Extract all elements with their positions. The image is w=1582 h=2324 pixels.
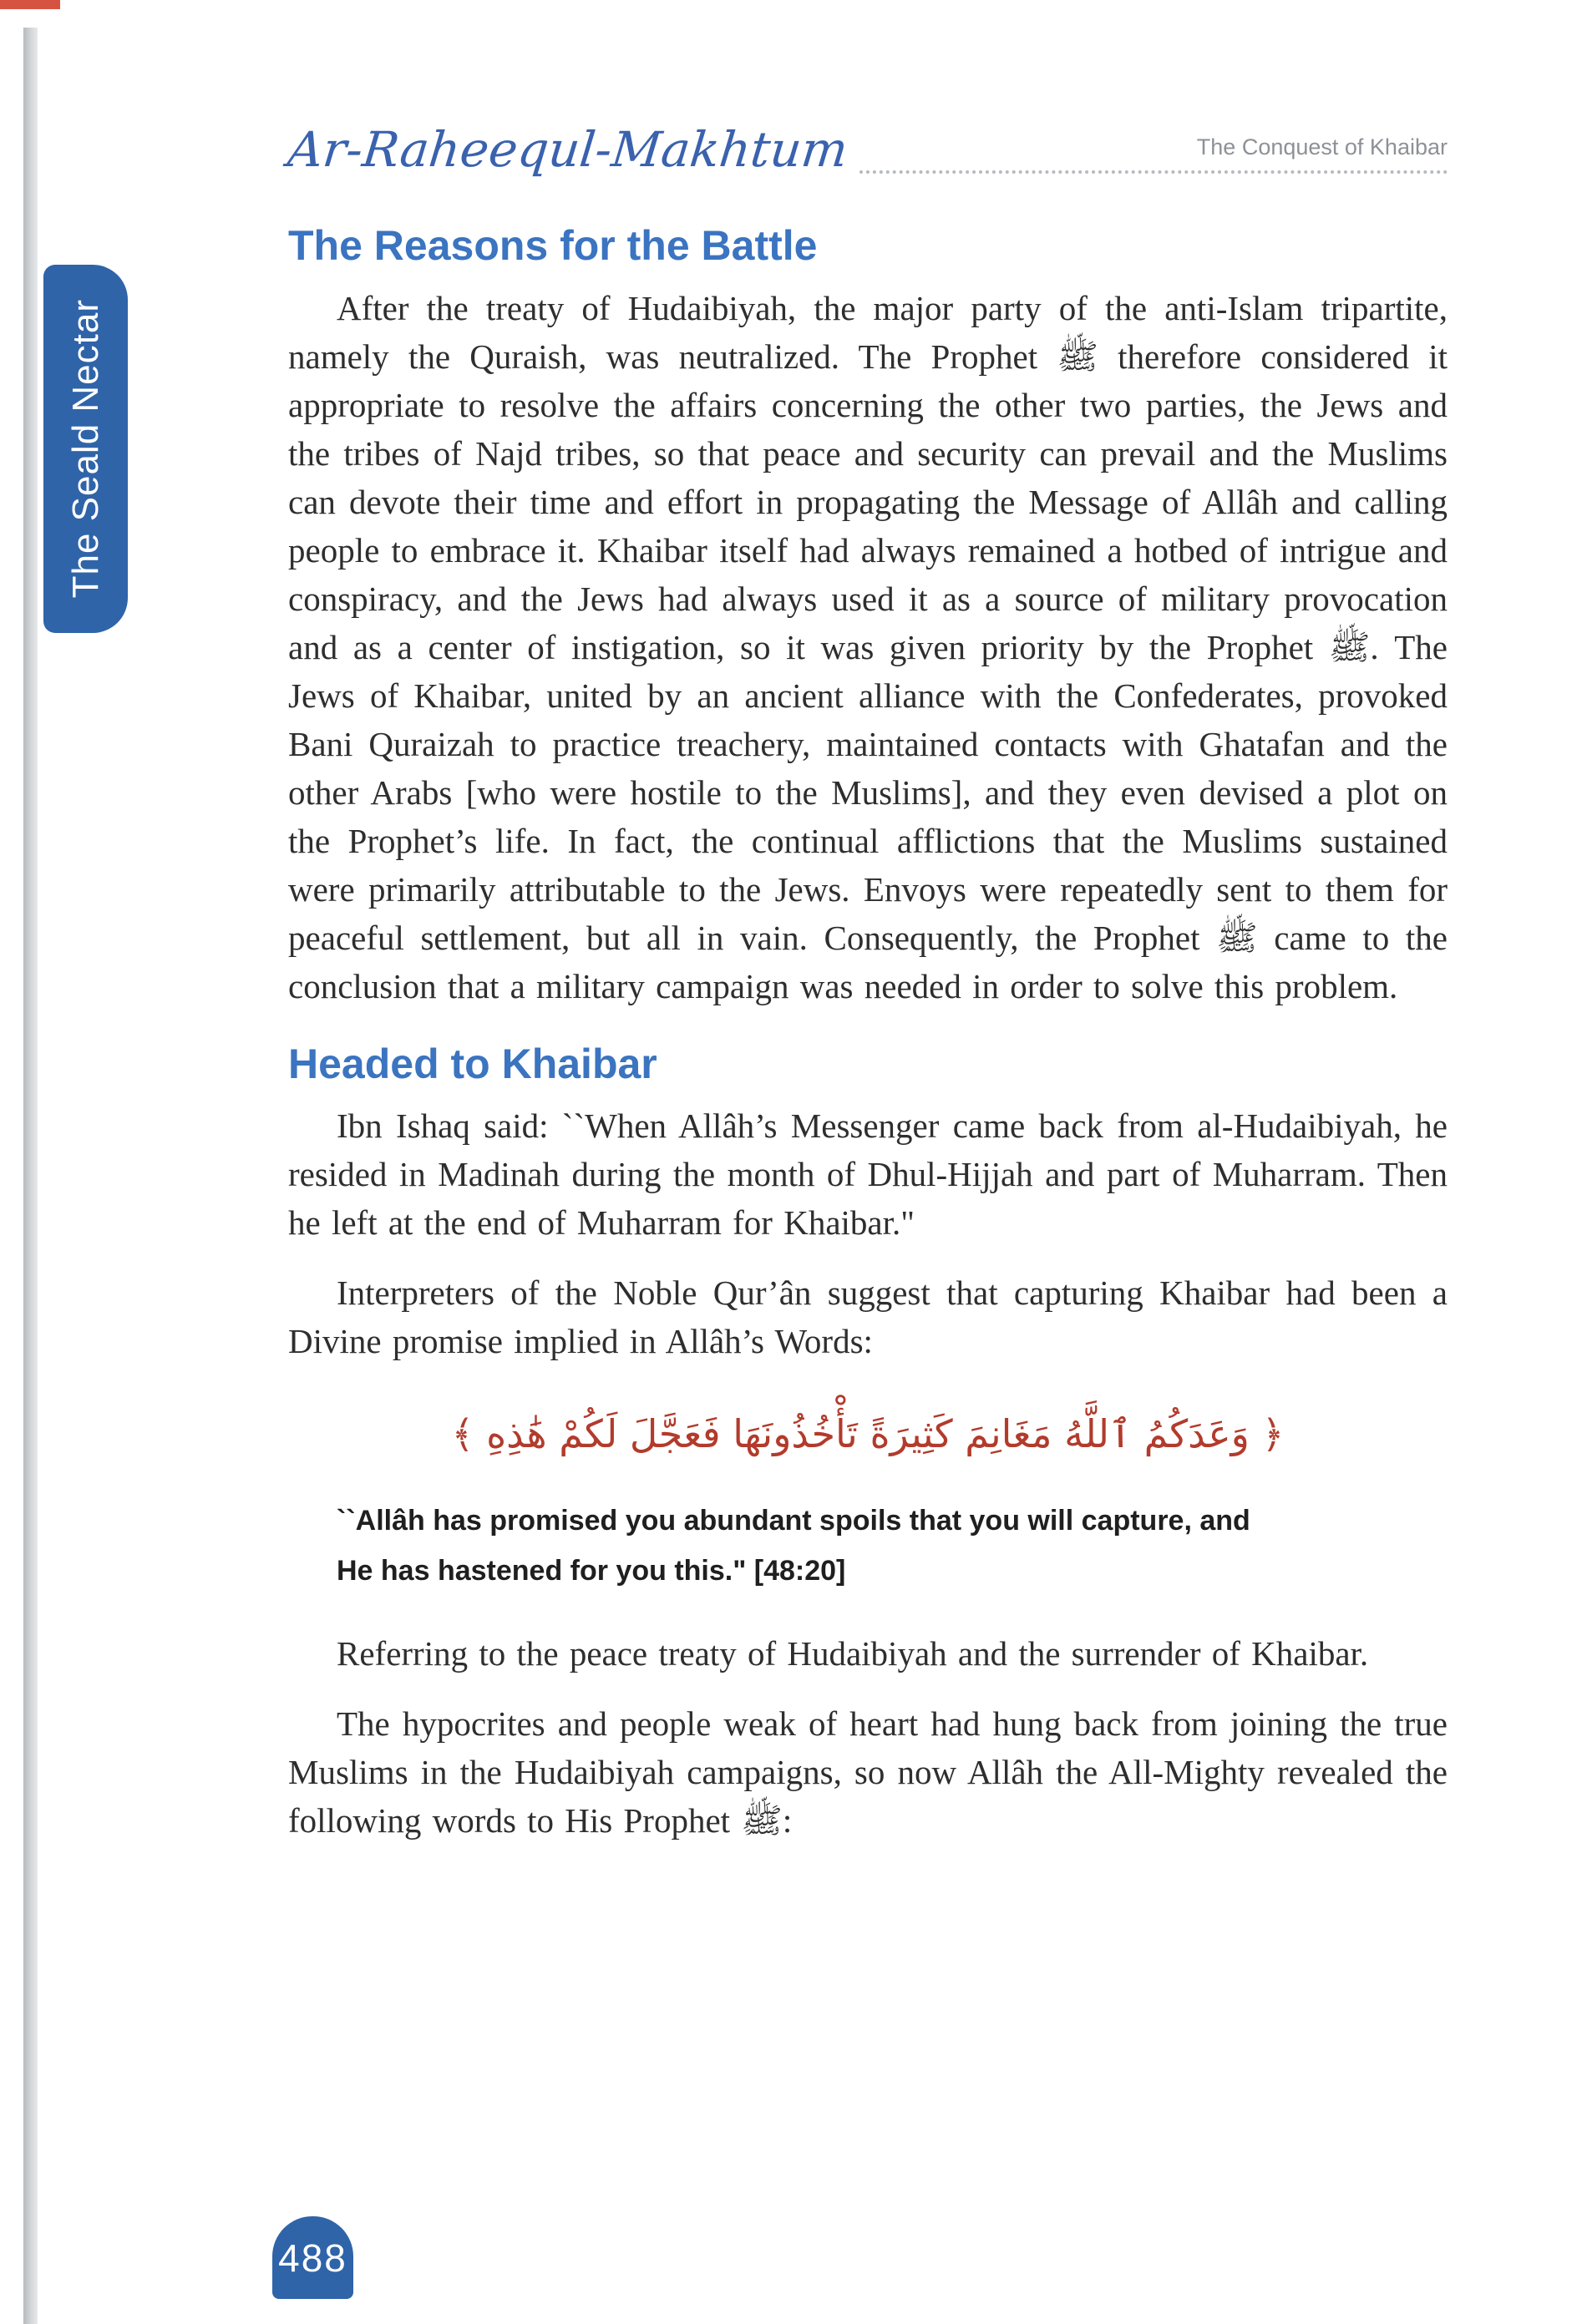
sidebar-tab-label: The Seald Nectar bbox=[64, 299, 106, 599]
verse-translation: ``Allâh has promised you abundant spoils that you will capture, and He has hastened for you this." [48:20] bbox=[337, 1504, 1250, 1587]
page-gutter-shadow bbox=[23, 28, 38, 2324]
header-dotted-rule bbox=[859, 136, 1448, 174]
section-heading-reasons: The Reasons for the Battle bbox=[288, 222, 818, 269]
quran-verse-arabic: ﴿ وَعَدَكُمُ ٱللَّهُ مَغَانِمَ كَثِيرَةً تَأْخُذُونَهَا فَعَجَّلَ لَكُمْ هَٰذِهِ ﴾ bbox=[451, 1411, 1285, 1456]
page-number: 488 bbox=[278, 2235, 347, 2280]
reasons-paragraph: After the treaty of Hudaibiyah, the major party of the anti-Islam tripartite, namely the Quraish, was neutralized. The Prophet ﷺ therefore considered it appropriate to resolve the affairs concerning the other two parties, the Jews and the tribes of Najd tribes, so that peace and security can prevail and the Muslims can devote their time and effort in propagating the Message of Allâh and calling people to embrace it. Khaibar itself had always remained a hotbed of intrigue and conspiracy, and the Jews had always used it as a source of military provocation and as a center of instigation, so it was given priority by the Prophet ﷺ. The Jews of Khaibar, united by an ancient alliance with the Confederates, provoked Bani Quraizah to practice treachery, maintained contacts with Ghatafan and the other Arabs [who were hostile to the Muslims], and they even devised a plot on the Prophet’s life. In fact, the continual afflictions that the Muslims sustained were primarily attributable to the Jews. Envoys were repeatedly sent to them for peaceful settlement, but all in vain. Consequently, the Prophet ﷺ came to the conclusion that a military campaign was needed in order to solve this problem. bbox=[288, 288, 1448, 1005]
scan-artifact-red bbox=[0, 0, 60, 9]
book-title-script: Ar-Raheequl-Makhtum bbox=[285, 121, 851, 178]
sidebar-tab bbox=[43, 265, 128, 633]
headed-paragraph-4: The hypocrites and people weak of heart had hung back from joining the true Muslims in the Hudaibiyah campaigns, so now Allâh the All-Mighty revealed the following words to His Prophet ﷺ: bbox=[288, 1704, 1448, 1840]
page-header bbox=[285, 121, 1448, 178]
headed-paragraph-2: Interpreters of the Noble Qur’ân suggest that capturing Khaibar had been a Divine promise implied in Allâh’s Words: bbox=[288, 1273, 1448, 1360]
page-number-badge bbox=[272, 2216, 353, 2299]
headed-paragraph-1: Ibn Ishaq said: ``When Allâh’s Messenger came back from al-Hudaibiyah, he resided in Madinah during the month of Dhul-Hijjah and part of Muharram. Then he left at the end of Muharram for Khaibar." bbox=[288, 1106, 1448, 1242]
page-content bbox=[285, 0, 1448, 1845]
chapter-title: The Conquest of Khaibar bbox=[1196, 134, 1448, 159]
headed-paragraph-3: Referring to the peace treaty of Hudaibiyah and the surrender of Khaibar. bbox=[337, 1633, 1369, 1673]
section-heading-headed: Headed to Khaibar bbox=[288, 1040, 657, 1087]
